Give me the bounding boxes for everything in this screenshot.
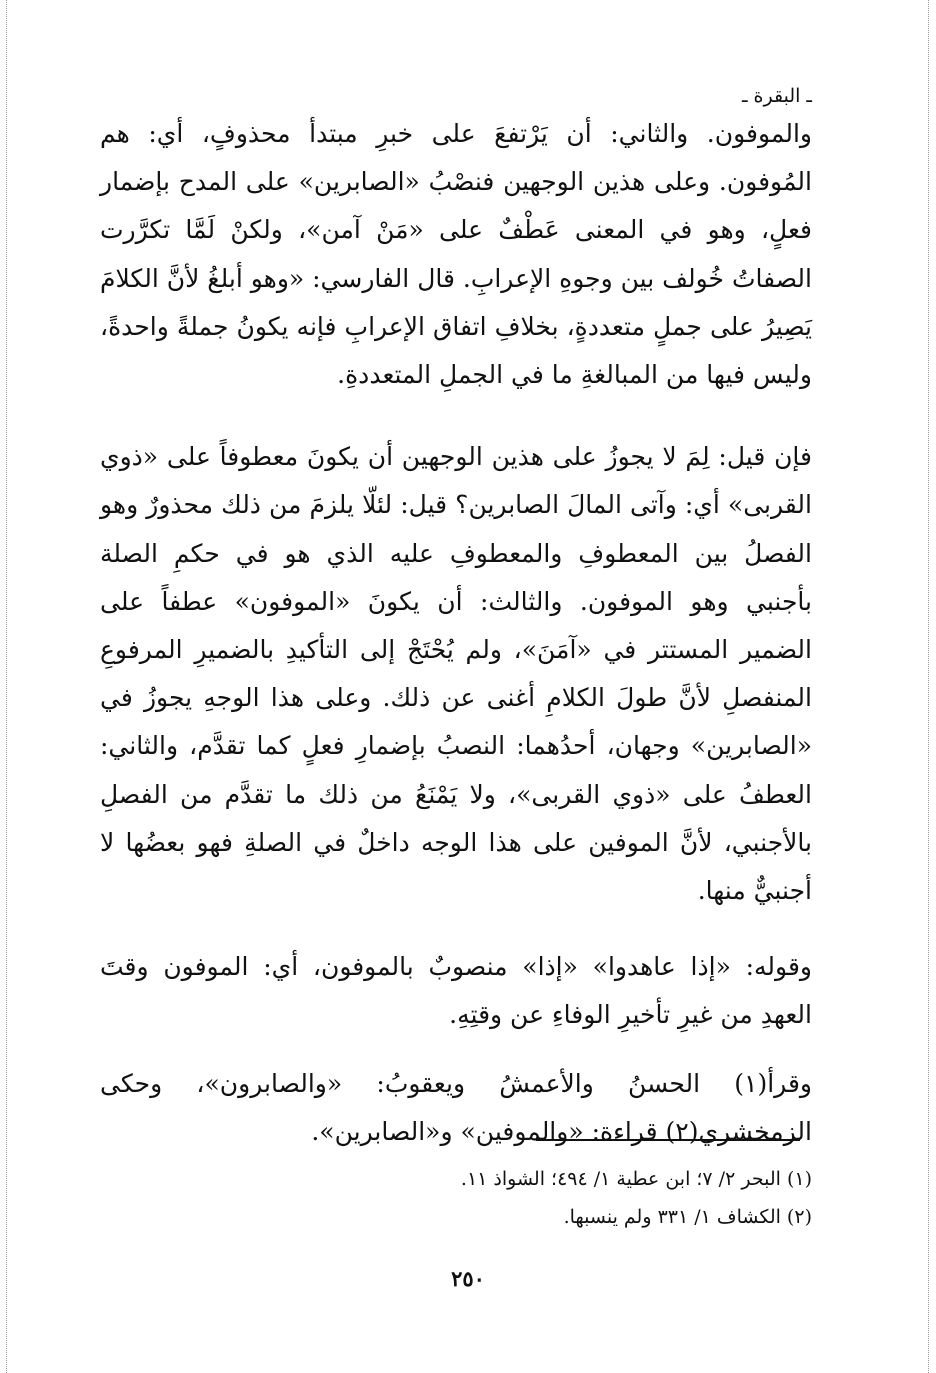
page-body: [100, 70, 812, 1156]
paragraph-4: وقرأ(١) الحسنُ والأعمشُ ويعقوبُ: «والصابرون»، وحكى الزمخشري(٢) قراءة: «والموفين» و«الصابرين».: [100, 1068, 812, 1146]
paragraph-2: فإن قيل: لِمَ لا يجوزُ على هذين الوجهين أن يكونَ معطوفاً على «ذوي القربى» أي: وآتى المالَ الصابرين؟ قيل: لئلّا يلزمَ من ذلك محذورٌ وهو الفصلُ بين المعطوفِ والمعطوفِ عليه الذي هو في حكمِ الصلة بأجنبي وهو الموفون. والثالث: أن يكونَ «الموفون» عطفاً على الضمير المستتر في «آمَنَ»، ولم يُحْتَجْ إلى التأكيدِ بالضميرِ المرفوعِ المنفصلِ لأنَّ طولَ الكلامِ أغنى عن ذلك. وعلى هذا الوجهِ يجوزُ في «الصابرين» وجهان، أحدُهما: النصبُ بإضمارِ فعلٍ كما تقدَّم، والثاني: العطفُ على «ذوي القربى»، ولا يَمْنَعُ من ذلك ما تقدَّم من الفصلِ بالأجنبي، لأنَّ الموفين على هذا الوجه داخلٌ في الصلةِ فهو بعضُها لا أجنبيٌّ منها.: [100, 442, 812, 906]
footnote-1: (١) البحر ٢/ ٧؛ ابن عطية ١/ ٤٩٤؛ الشواذ ١١.: [460, 1168, 812, 1190]
footnote-divider: [536, 1139, 800, 1141]
footnote-2: (٢) الكشاف ١/ ٣٣١ ولم ينسبها.: [563, 1206, 812, 1228]
left-edge-dots: [6, 0, 7, 1373]
paragraph-3: وقوله: «إذا عاهدوا» «إذا» منصوبٌ بالموفون، أي: الموفون وقتَ العهدِ من غيرِ تأخيرِ الوفاءِ عن وقتِهِ.: [100, 952, 812, 1030]
footnotes: [100, 1160, 812, 1236]
right-edge-dots: [928, 0, 929, 1373]
paragraph-1: والموفون. والثاني: أن يَرْتفعَ على خبرِ مبتدأ محذوفٍ، أي: هم المُوفون. وعلى هذين الوجهين فنصْبُ «الصابرين» على المدح بإضمار فعلٍ، وهو في المعنى عَطْفٌ على «مَنْ آمن»، ولكنْ لَمَّا تكرَّرت الصفاتُ خُولف بين وجوهِ الإعرابِ. قال الفارسي: «وهو أبلغُ لأنَّ الكلامَ يَصِيرُ على جملٍ متعددةٍ، بخلافِ اتفاق الإعرابِ فإنه يكونُ جملةً واحدةً، وليس فيها من المبالغةِ ما في الجملِ المتعددةِ.: [100, 119, 813, 390]
page-number: ٢٥٠: [451, 1266, 485, 1291]
running-header: ـ البقرة ـ: [741, 85, 812, 107]
